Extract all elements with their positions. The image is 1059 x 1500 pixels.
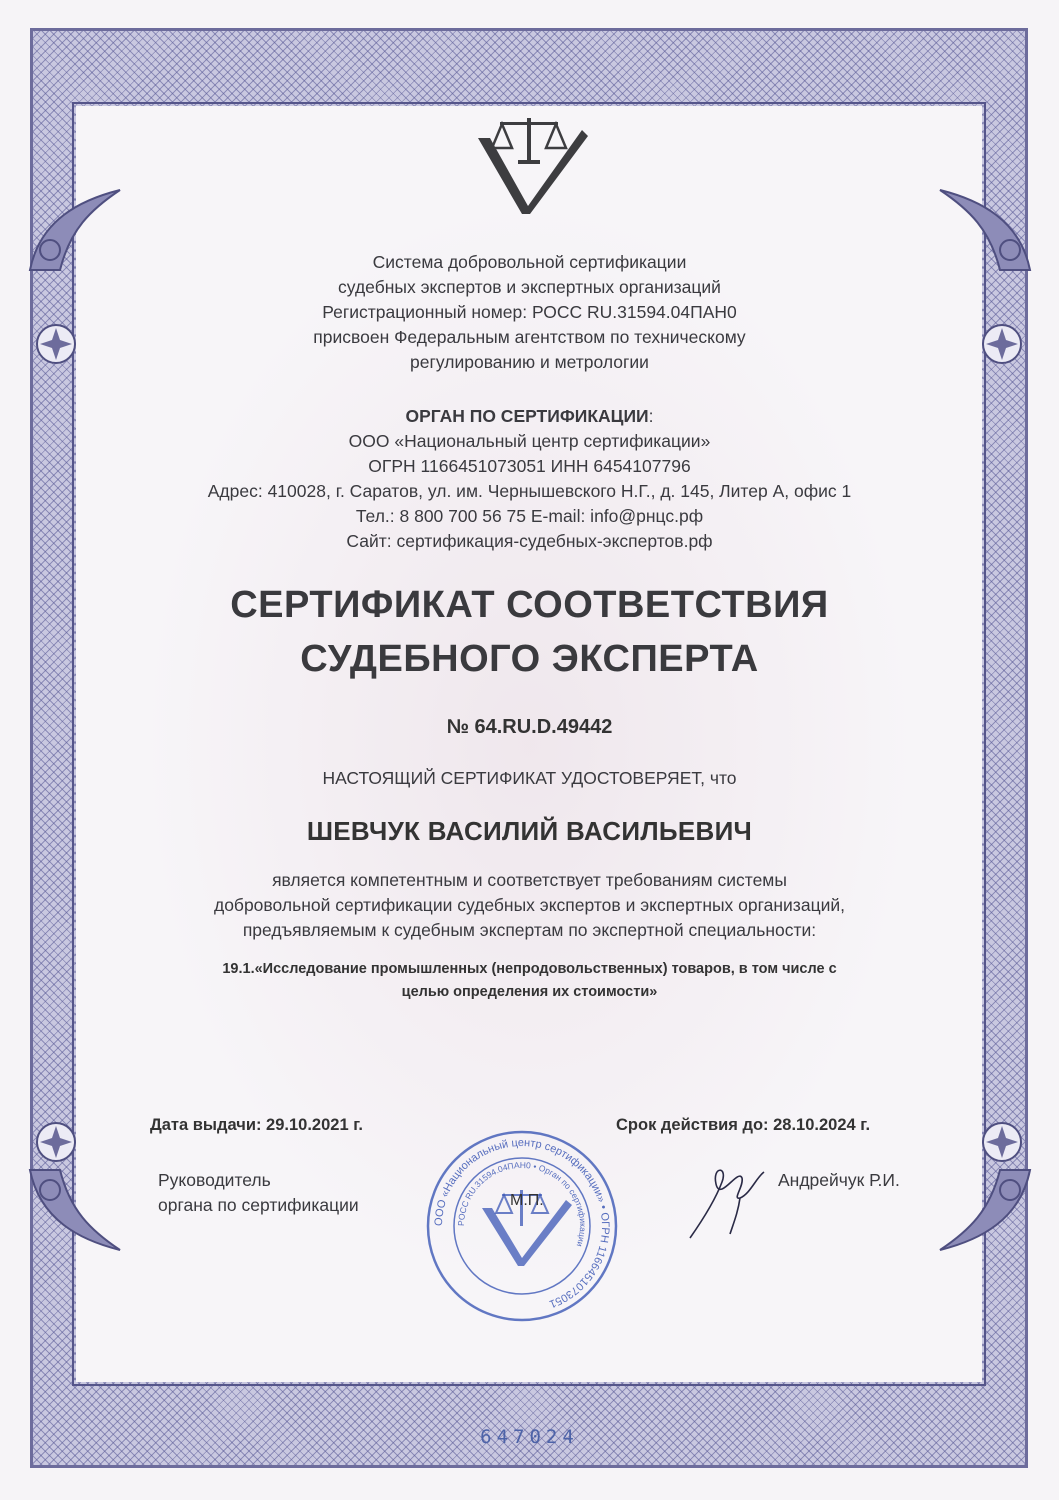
- specialty-line: 19.1.«Исследование промышленных (непродовольственных) товаров, в том числе с: [222, 961, 837, 977]
- issuer-line: судебных экспертов и экспертных организаций: [338, 277, 721, 297]
- organization-contacts: Тел.: 8 800 700 56 75 E-mail: info@рнцс.рф: [355, 506, 704, 526]
- stamp-place-mark: М.П.: [510, 1192, 544, 1209]
- registration-number: Регистрационный номер: РОСС RU.31594.04ПАН0: [322, 302, 737, 322]
- certification-body-heading: ОРГАН ПО СЕРТИФИКАЦИИ: [405, 406, 649, 426]
- serial-number: 647024: [480, 1426, 579, 1448]
- official-stamp-icon: [424, 1128, 620, 1324]
- issue-date: Дата выдачи: 29.10.2021 г.: [150, 1116, 364, 1134]
- issuer-line: Система добровольной сертификации: [372, 252, 687, 272]
- head-label-line: Руководитель: [158, 1170, 271, 1190]
- organization-address: Адрес: 410028, г. Саратов, ул. им. Чернышевского Н.Г., д. 145, Литер А, офис 1: [207, 481, 852, 501]
- rosette-icon: [980, 1120, 1024, 1164]
- issuer-line: присвоен Федеральным агентством по техническому: [313, 327, 746, 347]
- title-line: СУДЕБНОГО ЭКСПЕРТА: [300, 638, 759, 680]
- head-label-line: органа по сертификации: [158, 1195, 359, 1215]
- organization-ids: ОГРН 1166451073051 ИНН 6454107796: [368, 456, 691, 476]
- competence-line: добровольной сертификации судебных экспертов и экспертных организаций,: [213, 895, 846, 915]
- ornament-icon: [930, 1160, 1040, 1270]
- signatory-name: Андрейчук Р.И.: [778, 1170, 900, 1190]
- organization-site: Сайт: сертификация-судебных-экспертов.рф: [346, 531, 713, 551]
- issuer-line: регулированию и метрологии: [410, 352, 649, 372]
- competence-block: [0, 868, 1059, 943]
- certificate-number: № 64.RU.D.49442: [446, 716, 613, 738]
- certification-body-block: [0, 404, 1059, 554]
- certificate-title: [0, 578, 1059, 686]
- specialty-block: [0, 958, 1059, 1004]
- stamp-inner-text: РОСС RU.31594.04ПАН0 • Орган по сертификации: [455, 1159, 589, 1249]
- rosette-icon: [34, 1120, 78, 1164]
- title-line: СЕРТИФИКАТ СООТВЕТСТВИЯ: [230, 584, 829, 626]
- issuer-block: [0, 250, 1059, 375]
- attest-line: НАСТОЯЩИЙ СЕРТИФИКАТ УДОСТОВЕРЯЕТ, что: [322, 768, 737, 788]
- heading-colon: :: [648, 406, 654, 426]
- head-label: [158, 1168, 359, 1218]
- holder-name: ШЕВЧУК ВАСИЛИЙ ВАСИЛЬЕВИЧ: [306, 816, 753, 846]
- valid-until-date: Срок действия до: 28.10.2024 г.: [616, 1116, 871, 1134]
- organization-name: ООО «Национальный центр сертификации»: [348, 431, 711, 451]
- signature-icon: [682, 1148, 778, 1244]
- ornament-icon: [20, 1160, 130, 1270]
- competence-line: предъявляемым к судебным экспертам по экспертной специальности:: [242, 920, 817, 940]
- scales-logo-icon: [470, 110, 590, 220]
- competence-line: является компетентным и соответствует требованиям системы: [272, 870, 787, 890]
- specialty-line: целью определения их стоимости»: [401, 984, 658, 1000]
- stamp-outer-text: ООО «Национальный центр сертификации» • ОГРН 1166451073051: [432, 1136, 612, 1310]
